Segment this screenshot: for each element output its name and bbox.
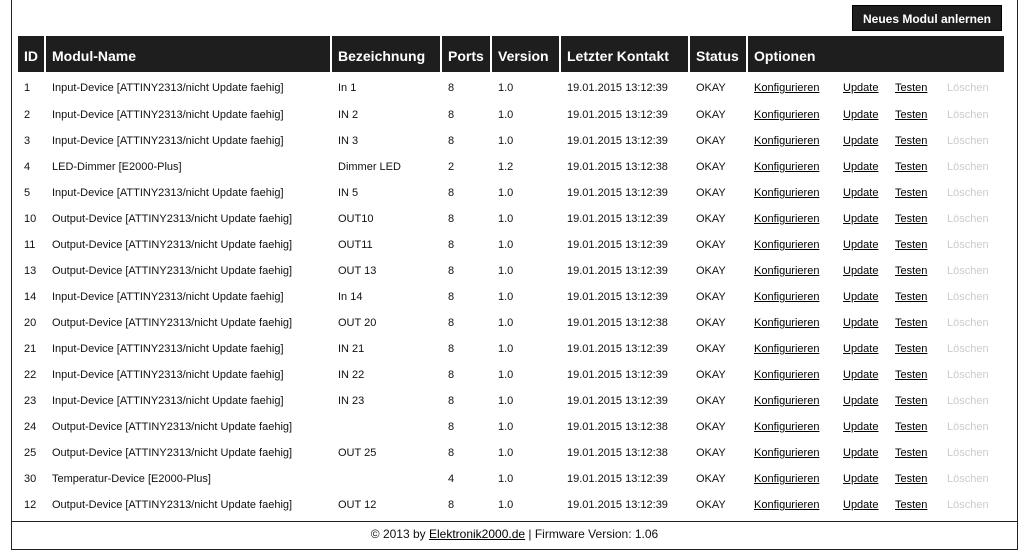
cell-last-contact: 19.01.2015 13:12:39 [567, 265, 668, 277]
table-row [18, 180, 1004, 206]
cell-id: 22 [24, 369, 37, 381]
footer-copyright: © 2013 by [370, 527, 429, 541]
cell-last-contact: 19.01.2015 13:12:39 [567, 239, 668, 251]
configure-link[interactable]: Konfigurieren [754, 187, 820, 199]
update-link[interactable]: Update [843, 317, 879, 329]
configure-link[interactable]: Konfigurieren [754, 265, 820, 277]
test-link[interactable]: Testen [895, 265, 928, 277]
cell-label [332, 466, 442, 492]
cell-last-contact: 19.01.2015 13:12:39 [567, 213, 668, 225]
cell-module-name: Input-Device [ATTINY2313/nicht Update faehig] [52, 343, 284, 355]
cell-label: OUT 13 [338, 265, 377, 277]
cell-options [748, 128, 1004, 154]
test-link[interactable]: Testen [895, 161, 928, 173]
table-row [18, 388, 1004, 414]
table-row [18, 128, 1004, 154]
cell-id: 30 [24, 473, 37, 485]
update-link[interactable]: Update [843, 213, 879, 225]
cell-version: 1.0 [498, 395, 514, 407]
cell-id: 23 [24, 395, 37, 407]
header-module-name: Modul-Name [46, 36, 332, 72]
delete-link-disabled: Löschen [947, 291, 989, 303]
cell-version: 1.0 [498, 291, 514, 303]
configure-link[interactable]: Konfigurieren [754, 291, 820, 303]
test-link[interactable]: Testen [895, 395, 928, 407]
update-link[interactable]: Update [843, 161, 879, 173]
test-link[interactable]: Testen [895, 473, 928, 485]
cell-last-contact: 19.01.2015 13:12:39 [567, 82, 668, 94]
delete-link-disabled: Löschen [947, 421, 989, 433]
cell-id: 1 [24, 82, 31, 94]
cell-last-contact: 19.01.2015 13:12:39 [567, 109, 668, 121]
test-link[interactable]: Testen [895, 447, 928, 459]
cell-id: 12 [24, 499, 37, 511]
update-link[interactable]: Update [843, 447, 879, 459]
table-body [18, 72, 1004, 518]
table-row [18, 362, 1004, 388]
cell-version: 1.0 [498, 317, 514, 329]
cell-label: IN 5 [338, 187, 359, 199]
configure-link[interactable]: Konfigurieren [754, 499, 820, 511]
test-link[interactable]: Testen [895, 109, 928, 121]
update-link[interactable]: Update [843, 395, 879, 407]
table-row [18, 414, 1004, 440]
cell-ports: 8 [448, 317, 455, 329]
cell-module-name: Input-Device [ATTINY2313/nicht Update faehig] [52, 135, 284, 147]
test-link[interactable]: Testen [895, 499, 928, 511]
header-label: Bezeichnung [332, 36, 442, 72]
cell-last-contact: 19.01.2015 13:12:39 [567, 369, 668, 381]
cell-options [748, 258, 1004, 284]
cell-version: 1.0 [498, 369, 514, 381]
cell-last-contact: 19.01.2015 13:12:39 [567, 343, 668, 355]
test-link[interactable]: Testen [895, 187, 928, 199]
footer-firmware-version: | Firmware Version: 1.06 [525, 527, 659, 541]
cell-version: 1.0 [498, 473, 514, 485]
modules-table [18, 36, 1004, 518]
test-link[interactable]: Testen [895, 369, 928, 381]
cell-module-name: Output-Device [ATTINY2313/nicht Update faehig] [52, 499, 293, 511]
cell-module-name: Output-Device [ATTINY2313/nicht Update faehig] [52, 421, 293, 433]
update-link[interactable]: Update [843, 291, 879, 303]
configure-link[interactable]: Konfigurieren [754, 447, 820, 459]
delete-link-disabled: Löschen [947, 213, 989, 225]
cell-ports: 8 [448, 109, 455, 121]
configure-link[interactable]: Konfigurieren [754, 317, 820, 329]
test-link[interactable]: Testen [895, 317, 928, 329]
cell-options [748, 284, 1004, 310]
cell-id: 4 [24, 161, 31, 173]
cell-id: 25 [24, 447, 37, 459]
configure-link[interactable]: Konfigurieren [754, 421, 820, 433]
header-id: ID [18, 36, 46, 72]
cell-options [748, 336, 1004, 362]
delete-link-disabled: Löschen [947, 82, 989, 94]
cell-ports: 8 [448, 421, 455, 433]
cell-version: 1.2 [498, 161, 514, 173]
cell-ports: 4 [448, 473, 455, 485]
update-link[interactable]: Update [843, 187, 879, 199]
cell-version: 1.0 [498, 265, 514, 277]
table-row [18, 232, 1004, 258]
test-link[interactable]: Testen [895, 421, 928, 433]
configure-link[interactable]: Konfigurieren [754, 161, 820, 173]
delete-link-disabled: Löschen [947, 135, 989, 147]
cell-status: OKAY [696, 317, 726, 329]
configure-link[interactable]: Konfigurieren [754, 473, 820, 485]
cell-ports: 8 [448, 265, 455, 277]
cell-version: 1.0 [498, 239, 514, 251]
footer [12, 527, 1017, 541]
delete-link-disabled: Löschen [947, 473, 989, 485]
cell-id: 20 [24, 317, 37, 329]
table-row [18, 72, 1004, 102]
cell-label: OUT 20 [338, 317, 377, 329]
test-link[interactable]: Testen [895, 239, 928, 251]
configure-link[interactable]: Konfigurieren [754, 239, 820, 251]
cell-options [748, 310, 1004, 336]
cell-id: 3 [24, 135, 31, 147]
cell-status: OKAY [696, 213, 726, 225]
cell-ports: 8 [448, 395, 455, 407]
update-link[interactable]: Update [843, 499, 879, 511]
cell-options [748, 154, 1004, 180]
cell-options [748, 414, 1004, 440]
delete-link-disabled: Löschen [947, 109, 989, 121]
cell-status: OKAY [696, 447, 726, 459]
cell-status: OKAY [696, 82, 726, 94]
update-link[interactable]: Update [843, 421, 879, 433]
cell-ports: 8 [448, 499, 455, 511]
cell-module-name: Input-Device [ATTINY2313/nicht Update faehig] [52, 187, 284, 199]
cell-status: OKAY [696, 395, 726, 407]
cell-module-name: Output-Device [ATTINY2313/nicht Update faehig] [52, 317, 293, 329]
update-link[interactable]: Update [843, 369, 879, 381]
cell-id: 14 [24, 291, 37, 303]
cell-last-contact: 19.01.2015 13:12:38 [567, 421, 668, 433]
cell-ports: 8 [448, 369, 455, 381]
cell-version: 1.0 [498, 82, 514, 94]
cell-module-name: LED-Dimmer [E2000-Plus] [52, 161, 182, 173]
cell-ports: 8 [448, 239, 455, 251]
header-options: Optionen [748, 36, 1004, 72]
cell-status: OKAY [696, 499, 726, 511]
cell-id: 21 [24, 343, 37, 355]
cell-version: 1.0 [498, 421, 514, 433]
configure-link[interactable]: Konfigurieren [754, 109, 820, 121]
cell-options [748, 232, 1004, 258]
configure-link[interactable]: Konfigurieren [754, 369, 820, 381]
cell-label: IN 23 [338, 395, 365, 407]
header-last-contact: Letzter Kontakt [561, 36, 690, 72]
cell-label: In 14 [338, 291, 363, 303]
test-link[interactable]: Testen [895, 82, 928, 94]
cell-module-name: Output-Device [ATTINY2313/nicht Update faehig] [52, 447, 293, 459]
configure-link[interactable]: Konfigurieren [754, 395, 820, 407]
update-link[interactable]: Update [843, 82, 879, 94]
cell-ports: 2 [448, 161, 455, 173]
cell-options [748, 466, 1004, 492]
table-row [18, 466, 1004, 492]
cell-label: In 1 [338, 82, 357, 94]
table-row [18, 440, 1004, 466]
cell-options [748, 206, 1004, 232]
delete-link-disabled: Löschen [947, 343, 989, 355]
cell-label: IN 3 [338, 135, 359, 147]
update-link[interactable]: Update [843, 239, 879, 251]
cell-last-contact: 19.01.2015 13:12:39 [567, 473, 668, 485]
header-version: Version [492, 36, 561, 72]
cell-module-name: Output-Device [ATTINY2313/nicht Update faehig] [52, 265, 293, 277]
footer-divider [12, 521, 1017, 522]
delete-link-disabled: Löschen [947, 447, 989, 459]
table-row [18, 284, 1004, 310]
cell-last-contact: 19.01.2015 13:12:39 [567, 499, 668, 511]
cell-status: OKAY [696, 291, 726, 303]
cell-status: OKAY [696, 343, 726, 355]
cell-id: 10 [24, 213, 37, 225]
cell-options [748, 102, 1004, 128]
test-link[interactable]: Testen [895, 291, 928, 303]
delete-link-disabled: Löschen [947, 161, 989, 173]
update-link[interactable]: Update [843, 265, 879, 277]
update-link[interactable]: Update [843, 343, 879, 355]
cell-label: Dimmer LED [338, 161, 401, 173]
cell-module-name: Input-Device [ATTINY2313/nicht Update faehig] [52, 369, 284, 381]
cell-options [748, 180, 1004, 206]
delete-link-disabled: Löschen [947, 187, 989, 199]
cell-status: OKAY [696, 187, 726, 199]
cell-module-name: Output-Device [ATTINY2313/nicht Update faehig] [52, 239, 293, 251]
table-row [18, 102, 1004, 128]
cell-last-contact: 19.01.2015 13:12:38 [567, 447, 668, 459]
cell-status: OKAY [696, 135, 726, 147]
footer-link[interactable]: Elektronik2000.de [428, 527, 526, 541]
cell-last-contact: 19.01.2015 13:12:38 [567, 161, 668, 173]
cell-module-name: Input-Device [ATTINY2313/nicht Update faehig] [52, 109, 284, 121]
cell-module-name: Input-Device [ATTINY2313/nicht Update faehig] [52, 395, 284, 407]
cell-version: 1.0 [498, 447, 514, 459]
cell-id: 2 [24, 109, 31, 121]
cell-label: IN 2 [338, 109, 359, 121]
cell-module-name: Output-Device [ATTINY2313/nicht Update faehig] [52, 213, 293, 225]
delete-link-disabled: Löschen [947, 265, 989, 277]
cell-last-contact: 19.01.2015 13:12:38 [567, 317, 668, 329]
cell-id: 11 [24, 239, 36, 251]
cell-module-name: Temperatur-Device [E2000-Plus] [52, 473, 211, 485]
cell-status: OKAY [696, 369, 726, 381]
configure-link[interactable]: Konfigurieren [754, 213, 820, 225]
cell-module-name: Input-Device [ATTINY2313/nicht Update faehig] [52, 291, 284, 303]
cell-module-name: Input-Device [ATTINY2313/nicht Update faehig] [52, 82, 284, 94]
cell-label: OUT 12 [338, 499, 377, 511]
cell-options [748, 492, 1004, 518]
cell-label: OUT11 [338, 239, 373, 251]
cell-status: OKAY [696, 421, 726, 433]
update-link[interactable]: Update [843, 109, 879, 121]
cell-ports: 8 [448, 291, 455, 303]
test-link[interactable]: Testen [895, 343, 928, 355]
cell-options [748, 72, 1004, 102]
table-row [18, 336, 1004, 362]
cell-label: IN 22 [338, 369, 365, 381]
cell-last-contact: 19.01.2015 13:12:39 [567, 135, 668, 147]
cell-ports: 8 [448, 82, 455, 94]
cell-id: 24 [24, 421, 37, 433]
cell-ports: 8 [448, 187, 455, 199]
cell-ports: 8 [448, 135, 455, 147]
delete-link-disabled: Löschen [947, 369, 989, 381]
configure-link[interactable]: Konfigurieren [754, 82, 820, 94]
delete-link-disabled: Löschen [947, 499, 989, 511]
table-row [18, 154, 1004, 180]
cell-version: 1.0 [498, 499, 514, 511]
delete-link-disabled: Löschen [947, 317, 989, 329]
cell-version: 1.0 [498, 343, 514, 355]
delete-link-disabled: Löschen [947, 395, 989, 407]
table-row [18, 492, 1004, 518]
cell-label: IN 21 [338, 343, 365, 355]
cell-status: OKAY [696, 161, 726, 173]
cell-version: 1.0 [498, 213, 514, 225]
cell-last-contact: 19.01.2015 13:12:39 [567, 395, 668, 407]
cell-status: OKAY [696, 473, 726, 485]
test-link[interactable]: Testen [895, 135, 928, 147]
table-row [18, 206, 1004, 232]
cell-last-contact: 19.01.2015 13:12:39 [567, 291, 668, 303]
cell-ports: 8 [448, 343, 455, 355]
cell-version: 1.0 [498, 187, 514, 199]
configure-link[interactable]: Konfigurieren [754, 135, 820, 147]
cell-id: 13 [24, 265, 37, 277]
cell-label: OUT10 [338, 213, 374, 225]
cell-ports: 8 [448, 447, 455, 459]
new-module-button[interactable]: Neues Modul anlernen [852, 5, 1002, 31]
cell-options [748, 388, 1004, 414]
update-link[interactable]: Update [843, 135, 879, 147]
table-row [18, 258, 1004, 284]
cell-label: OUT 25 [338, 447, 377, 459]
cell-options [748, 362, 1004, 388]
cell-ports: 8 [448, 213, 455, 225]
cell-last-contact: 19.01.2015 13:12:39 [567, 187, 668, 199]
cell-status: OKAY [696, 265, 726, 277]
cell-status: OKAY [696, 239, 726, 251]
cell-label [332, 414, 442, 440]
table-header-row [18, 36, 1004, 72]
header-ports: Ports [442, 36, 492, 72]
cell-version: 1.0 [498, 109, 514, 121]
test-link[interactable]: Testen [895, 213, 928, 225]
header-status: Status [690, 36, 748, 72]
cell-status: OKAY [696, 109, 726, 121]
cell-options [748, 440, 1004, 466]
configure-link[interactable]: Konfigurieren [754, 343, 820, 355]
update-link[interactable]: Update [843, 473, 879, 485]
delete-link-disabled: Löschen [947, 239, 989, 251]
table-row [18, 310, 1004, 336]
cell-version: 1.0 [498, 135, 514, 147]
cell-id: 5 [24, 187, 31, 199]
